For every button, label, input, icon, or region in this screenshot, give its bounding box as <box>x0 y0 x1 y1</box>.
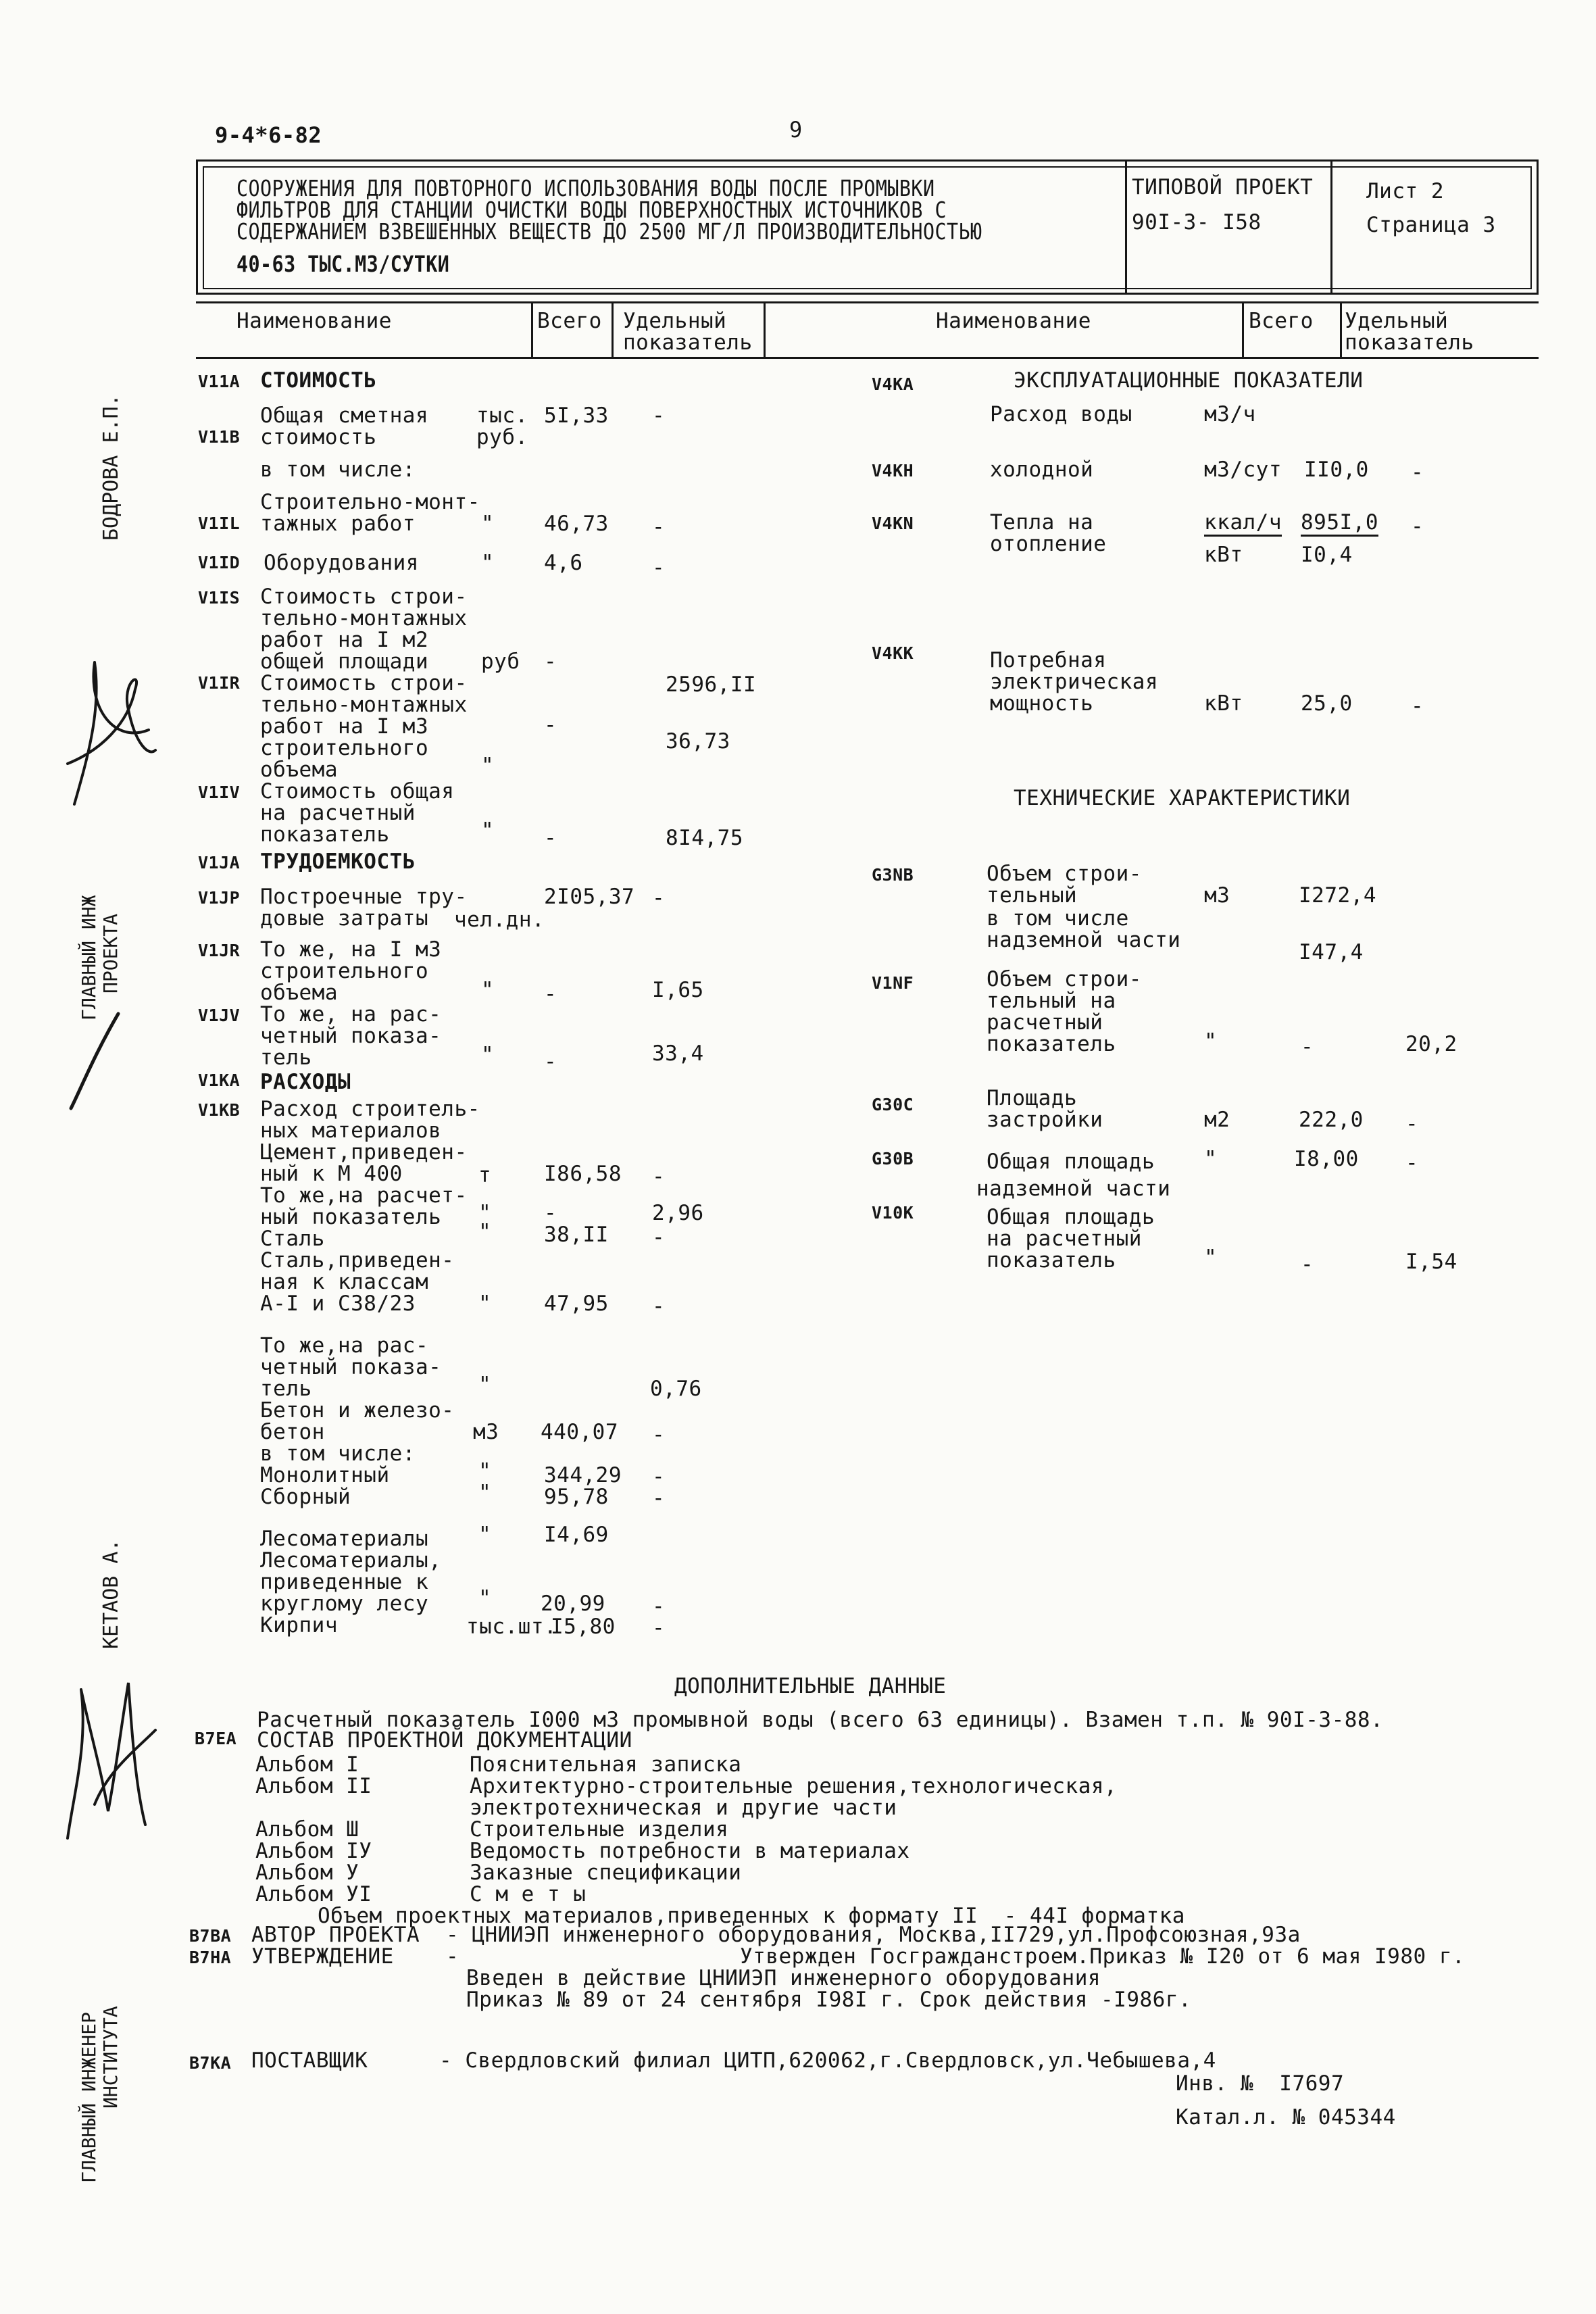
v4kk-spec: - <box>1411 694 1424 718</box>
brick-total: I5,80 <box>551 1615 616 1639</box>
g30b-name-1: Общая площадь <box>987 1150 1155 1174</box>
code-v1ja: V1JA <box>198 853 241 872</box>
g3nb-unit: м3 <box>1204 883 1230 908</box>
steel-red-spec: - <box>652 1294 666 1319</box>
steel-calc-unit: " <box>478 1373 492 1397</box>
concrete-unit: м3 <box>473 1420 499 1444</box>
section-operational: ЭКСПЛУАТАЦИОННЫЕ ПОКАЗАТЕЛИ <box>1014 368 1364 393</box>
concrete-spec: - <box>652 1423 666 1447</box>
album-desc-6: С м е т ы <box>470 1882 587 1906</box>
code-b7ea: B7EA <box>195 1729 237 1748</box>
precast-name: Сборный <box>260 1485 351 1509</box>
timber-red-name-3: круглому лесу <box>260 1592 429 1616</box>
margin-title-2b: ПРОЕКТА <box>99 913 122 993</box>
timber-red-name-2: приведенные к <box>260 1570 429 1594</box>
v4kh-spec: - <box>1411 460 1424 485</box>
code-b7ka: B7KA <box>189 2053 232 2073</box>
v10k-spec: I,54 <box>1405 1250 1457 1274</box>
steel-calc-name-1: То же,на рас- <box>260 1333 429 1358</box>
g3nb-total-a: I272,4 <box>1299 883 1376 908</box>
v1jr-total: - <box>544 982 557 1006</box>
album-name-5: Альбом У <box>255 1861 359 1885</box>
v1il-total: 46,73 <box>544 512 609 536</box>
v1jv-total: - <box>544 1050 557 1074</box>
g30c-name-2: застройки <box>987 1108 1103 1132</box>
v1is-total: - <box>544 649 557 674</box>
table-header-bottom-rule <box>196 357 1539 359</box>
margin-title-2a: ГЛАВНЫЙ ИНЖ <box>78 895 100 1020</box>
header-spec-right-2: показатель <box>1345 330 1474 355</box>
v1ir-total: - <box>544 713 557 737</box>
v10k-unit: " <box>1204 1246 1218 1270</box>
timber-total: I4,69 <box>544 1523 609 1547</box>
v1ir-name-1: Стоимость строи- <box>260 671 468 695</box>
v1jp-total: 2I05,37 <box>544 885 635 909</box>
cement-name-1: Цемент,приведен- <box>260 1140 468 1164</box>
v1ir-name-5: объема <box>260 758 338 782</box>
steel-red-total: 47,95 <box>544 1291 609 1316</box>
v1jr-name-3: объема <box>260 981 338 1005</box>
signature-3 <box>54 1669 162 1845</box>
steel-red-name-3: А-I и С38/23 <box>260 1291 416 1316</box>
v4kh-unit: м3/сут <box>1204 458 1282 482</box>
title-line-2: ФИЛЬТРОВ ДЛЯ СТАНЦИИ ОЧИСТКИ ВОДЫ ПОВЕРХНОСТНЫХ ИСТОЧНИКОВ С <box>236 197 947 223</box>
v1jv-name-3: тель <box>260 1045 312 1070</box>
album-name-2: Альбом II <box>255 1774 372 1798</box>
v1il-spec: - <box>652 515 666 539</box>
approval-line-1: Утвержден Госгражданстроем.Приказ № I20 от 6 мая I980 г. <box>740 1944 1466 1969</box>
g3nb-name-2: тельный <box>987 883 1078 908</box>
signature-1 <box>47 649 162 811</box>
monolith-unit: " <box>478 1459 492 1483</box>
v11b-name-1: Общая сметная <box>260 403 429 428</box>
header-name-right: Наименование <box>936 309 1091 333</box>
timber-name: Лесоматериалы <box>260 1527 429 1551</box>
table-header-top-rule <box>196 301 1539 303</box>
v4kk-unit: кВт <box>1204 691 1243 716</box>
v1id-name: Оборудования <box>264 551 419 575</box>
title-divider-1 <box>1125 159 1127 295</box>
header-total-right: Всего <box>1249 309 1314 333</box>
g3nb-name-4: надземной части <box>987 928 1181 952</box>
code-g3nb: G3NB <box>872 865 914 885</box>
v1ir-spec-b: 36,73 <box>666 729 730 754</box>
v1nf-spec: 20,2 <box>1405 1032 1457 1056</box>
code-v1jv: V1JV <box>198 1006 241 1025</box>
v1iv-name-1: Стоимость общая <box>260 779 455 804</box>
steel-spec: - <box>652 1225 666 1250</box>
timber-red-total: 20,99 <box>541 1592 605 1616</box>
v1ir-name-3: работ на I м3 <box>260 714 429 739</box>
v1kb-name-1: Расход строитель- <box>260 1097 480 1121</box>
v1iv-spec: 8I4,75 <box>666 826 743 850</box>
code-v10k: V10K <box>872 1203 914 1223</box>
g3nb-name-1: Объем строи- <box>987 862 1142 886</box>
author-text: - ЦНИИЭП инженерного оборудования, Москва,II729,ул.Профсоюзная,93а <box>446 1923 1301 1947</box>
v1id-total: 4,6 <box>544 551 583 575</box>
album-desc-4: Ведомость потребности в материалах <box>470 1839 910 1863</box>
cement-calc-name-1: То же,на расчет- <box>260 1183 468 1208</box>
v1il-unit: " <box>481 512 495 536</box>
v1jp-name-1: Построечные тру- <box>260 885 468 909</box>
v4kn-name-1: Тепла на <box>990 510 1094 535</box>
supplier-text: - Свердловский филиал ЦИТП,620062,г.Свердловск,ул.Чебышева,4 <box>439 2048 1216 2073</box>
cement-unit: т <box>478 1163 492 1187</box>
precast-total: 95,78 <box>544 1485 609 1509</box>
v10k-name-1: Общая площадь <box>987 1205 1155 1229</box>
v1is-unit: руб <box>481 649 520 674</box>
section-labor: ТРУДОЕМКОСТЬ <box>260 850 416 874</box>
steel-total: 38,II <box>544 1223 609 1247</box>
v1iv-total: - <box>544 826 557 850</box>
cement-calc-spec: 2,96 <box>652 1201 704 1225</box>
concrete-name-1: Бетон и железо- <box>260 1398 455 1423</box>
cement-calc-unit: " <box>478 1201 492 1225</box>
v1is-name-4: общей площади <box>260 649 429 674</box>
v4kh-name: холодной <box>990 458 1094 482</box>
calc-indicator: Расчетный показатель I000 м3 промывной воды (всего 63 единицы). Взамен т.п. № 90I-3-88. <box>257 1708 1384 1732</box>
header-divider-5 <box>1340 301 1342 359</box>
margin-name-1: БОДРОВА Е.П. <box>99 394 123 541</box>
header-divider-3 <box>764 301 766 359</box>
code-g30b: G30B <box>872 1149 914 1168</box>
v1jv-name-2: четный показа- <box>260 1024 442 1048</box>
cement-calc-total: - <box>544 1201 557 1225</box>
v1il-name-2: тажных работ <box>260 512 416 536</box>
steel-red-name-1: Сталь,приведен- <box>260 1248 455 1273</box>
sheet-number: Лист 2 <box>1366 179 1444 203</box>
cement-spec: - <box>652 1164 666 1189</box>
concrete-total: 440,07 <box>541 1420 618 1444</box>
project-label: ТИПОВОЙ ПРОЕКТ <box>1132 175 1314 199</box>
v4kk-total: 25,0 <box>1301 691 1353 716</box>
volume-note: Объем проектных материалов,приведенных к формату II - 44I форматка <box>318 1904 1185 1928</box>
inventory-number: Инв. № I7697 <box>1176 2071 1345 2096</box>
code-v1nf: V1NF <box>872 973 914 993</box>
timber-red-unit: " <box>478 1586 492 1610</box>
v1nf-name-1: Объем строи- <box>987 967 1142 991</box>
v1jv-spec: 33,4 <box>652 1041 704 1066</box>
v11b-unit-2: руб. <box>476 425 528 449</box>
header-total-left: Всего <box>537 309 602 333</box>
cement-total: I86,58 <box>544 1162 622 1186</box>
album-desc-2: Архитектурно-строительные решения,технологическая, <box>470 1774 1118 1798</box>
album-desc-5: Заказные спецификации <box>470 1861 742 1885</box>
doc-code: 9-4*6-82 <box>215 122 322 148</box>
title-line-1: СООРУЖЕНИЯ ДЛЯ ПОВТОРНОГО ИСПОЛЬЗОВАНИЯ ВОДЫ ПОСЛЕ ПРОМЫВКИ <box>236 175 935 201</box>
additional-data-heading: ДОПОЛНИТЕЛЬНЫЕ ДАННЫЕ <box>674 1674 947 1698</box>
brick-name: Кирпич <box>260 1613 338 1638</box>
header-divider-1 <box>531 301 533 359</box>
monolith-spec: - <box>652 1464 666 1489</box>
code-v4kn: V4KN <box>872 514 914 533</box>
brick-spec: - <box>652 1616 666 1640</box>
v4kk-name-2: электрическая <box>990 670 1159 694</box>
v4kn-unit-b: кВт <box>1204 543 1243 567</box>
section-technical: ТЕХНИЧЕСКИЕ ХАРАКТЕРИСТИКИ <box>1014 786 1351 810</box>
header-name-left: Наименование <box>236 309 392 333</box>
water-name: Расход воды <box>990 402 1132 426</box>
precast-unit: " <box>478 1481 492 1505</box>
code-v1id: V1ID <box>198 553 241 572</box>
v1ir-name-2: тельно-монтажных <box>260 693 468 717</box>
doc-composition-title: СОСТАВ ПРОЕКТНОЙ ДОКУМЕНТАЦИИ <box>257 1728 632 1752</box>
v1jr-name-1: То же, на I м3 <box>260 937 442 962</box>
v1iv-unit: " <box>481 818 495 843</box>
v1nf-total: - <box>1301 1035 1314 1059</box>
v1id-spec: - <box>652 556 666 580</box>
v1nf-name-3: расчетный <box>987 1010 1103 1035</box>
v4kh-total: II0,0 <box>1304 458 1369 482</box>
steel-calc-spec: 0,76 <box>650 1377 702 1401</box>
code-v1is: V1IS <box>198 588 241 608</box>
v1ir-unit: " <box>481 754 495 778</box>
code-g30c: G30C <box>872 1095 914 1114</box>
margin-name-3: КЕТАОВ А. <box>99 1539 123 1649</box>
v11b-name-2: стоимость <box>260 425 377 449</box>
code-v1ir: V1IR <box>198 673 241 693</box>
code-v1il: V1IL <box>198 514 241 533</box>
v1jr-name-2: строительного <box>260 959 429 983</box>
timber-unit: " <box>478 1523 492 1547</box>
v10k-name-2: на расчетный <box>987 1227 1142 1251</box>
v1ir-name-4: строительного <box>260 736 429 760</box>
v1il-name-1: Строительно-монт- <box>260 490 480 514</box>
supplier-title: ПОСТАВЩИК <box>251 2048 368 2073</box>
header-spec-left-2: показатель <box>623 330 753 355</box>
catalog-sheet: Катал.л. № 045344 <box>1176 2105 1396 2130</box>
steel-red-name-2: ная к классам <box>260 1270 429 1294</box>
cement-calc-name-2: ный показатель <box>260 1205 442 1229</box>
album-name-1: Альбом I <box>255 1752 359 1777</box>
code-b7ba: B7BA <box>189 1926 232 1946</box>
title-divider-2 <box>1330 159 1332 295</box>
v1jv-unit: " <box>481 1043 495 1067</box>
v1is-name-3: работ на I м2 <box>260 628 429 652</box>
g30b-spec: - <box>1405 1151 1419 1175</box>
v1id-unit: " <box>481 551 495 575</box>
code-v1kb: V1KB <box>198 1100 241 1120</box>
v1ir-spec-a: 2596,II <box>666 672 757 697</box>
v4kn-name-2: отопление <box>990 532 1107 556</box>
album-name-6: Альбом УI <box>255 1882 372 1906</box>
header-divider-2 <box>612 301 614 359</box>
v4kn-total-a: 895I,0 <box>1301 512 1378 537</box>
monolith-total: 344,29 <box>544 1463 622 1487</box>
margin-title-4a: ГЛАВНЫЙ ИНЖЕНЕР <box>78 2012 100 2183</box>
in-that-number: в том числе: <box>260 458 416 482</box>
concrete-name-2: бетон <box>260 1420 325 1444</box>
album-desc-1: Пояснительная записка <box>470 1752 742 1777</box>
v1jp-spec: - <box>652 886 666 910</box>
album-desc-2b: электротехническая и другие части <box>470 1796 897 1820</box>
v1iv-name-2: на расчетный <box>260 801 416 825</box>
v4kk-name-3: мощность <box>990 691 1094 716</box>
g30c-name-1: Площадь <box>987 1086 1078 1110</box>
code-b7ha: B7HA <box>189 1948 232 1967</box>
water-unit: м3/ч <box>1204 402 1256 426</box>
timber-red-name-1: Лесоматериалы, <box>260 1548 442 1573</box>
code-v11b: V11B <box>198 427 241 447</box>
steel-calc-name-2: четный показа- <box>260 1355 442 1379</box>
album-name-3: Альбом Ш <box>255 1817 359 1842</box>
header-spec-left-1: Удельный <box>623 309 727 333</box>
v1jv-name-1: То же, на рас- <box>260 1002 442 1027</box>
code-v1jp: V1JP <box>198 888 241 908</box>
v1iv-name-3: показатель <box>260 822 390 847</box>
code-v1iv: V1IV <box>198 783 241 802</box>
v1jp-unit: чел.дн. <box>454 908 545 932</box>
v1jp-name-2: довые затраты <box>260 906 429 931</box>
g3nb-name-3: в том числе <box>987 906 1129 931</box>
steel-unit: " <box>478 1220 492 1244</box>
g30c-spec: - <box>1405 1112 1419 1136</box>
v1jr-spec: I,65 <box>652 978 704 1002</box>
project-number: 90I-3- I58 <box>1132 210 1262 235</box>
album-name-4: Альбом IУ <box>255 1839 372 1863</box>
precast-spec: - <box>652 1486 666 1510</box>
code-v4ka: V4KA <box>872 374 914 394</box>
in-that-number-2: в том числе: <box>260 1442 416 1466</box>
page-number: 9 <box>789 117 803 143</box>
margin-title-4b: ИНСТИТУТА <box>99 2006 122 2109</box>
code-v4kk: V4KK <box>872 643 914 663</box>
steel-red-unit: " <box>478 1291 492 1316</box>
approval-title: УТВЕРЖДЕНИЕ <box>251 1944 394 1969</box>
v4kk-name-1: Потребная <box>990 648 1107 672</box>
section-expenses: РАСХОДЫ <box>260 1070 351 1094</box>
album-desc-3: Строительные изделия <box>470 1817 729 1842</box>
title-line-4: 40-63 ТЫС.М3/СУТКИ <box>236 251 450 277</box>
timber-red-spec: - <box>652 1594 666 1619</box>
v4kn-total-b: I0,4 <box>1301 543 1353 567</box>
title-line-3: СОДЕРЖАНИЕМ ВЗВЕШЕННЫХ ВЕЩЕСТВ ДО 2500 МГ/Л ПРОИЗВОДИТЕЛЬНОСТЬЮ <box>236 218 982 245</box>
approval-line-2: Введен в действие ЦНИИЭП инженерного оборудования <box>466 1966 1101 1990</box>
v10k-name-3: показатель <box>987 1248 1116 1273</box>
author-title: АВТОР ПРОЕКТА <box>251 1923 420 1947</box>
v1nf-name-2: тельный на <box>987 989 1116 1013</box>
monolith-name: Монолитный <box>260 1463 390 1487</box>
signature-2 <box>64 1007 125 1115</box>
brick-unit: тыс.шт. <box>466 1615 557 1639</box>
header-divider-4 <box>1242 301 1244 359</box>
header-spec-right-1: Удельный <box>1345 309 1449 333</box>
g30b-name-2: надземной части <box>976 1177 1171 1201</box>
v1nf-unit: " <box>1204 1029 1218 1054</box>
page-label: Страница 3 <box>1366 213 1496 237</box>
v1kb-name-2: ных материалов <box>260 1118 442 1143</box>
code-v11a: V11A <box>198 372 241 391</box>
g30c-unit: м2 <box>1204 1108 1230 1132</box>
steel-calc-name-3: тель <box>260 1377 312 1401</box>
approval-dash: - <box>446 1944 459 1969</box>
code-v4kh: V4KH <box>872 461 914 481</box>
g30b-unit: " <box>1204 1147 1218 1171</box>
v4kn-spec: - <box>1411 514 1424 539</box>
steel-name: Сталь <box>260 1227 325 1251</box>
code-v1jr: V1JR <box>198 941 241 960</box>
cement-name-2: ный к М 400 <box>260 1162 403 1186</box>
v1is-name-1: Стоимость строи- <box>260 585 468 609</box>
code-v1ka: V1KA <box>198 1070 241 1090</box>
v11b-unit-1: тыс. <box>476 403 528 428</box>
g3nb-total-b: I47,4 <box>1299 940 1364 964</box>
section-cost: СТОИМОСТЬ <box>260 368 377 393</box>
v1jr-unit: " <box>481 978 495 1002</box>
v1nf-name-4: показатель <box>987 1032 1116 1056</box>
approval-line-3: Приказ № 89 от 24 сентября I98I г. Срок действия -I986г. <box>466 1988 1192 2012</box>
g30b-total: I8,00 <box>1294 1147 1359 1171</box>
v11b-total: 5I,33 <box>544 403 609 428</box>
v1is-name-2: тельно-монтажных <box>260 606 468 631</box>
v4kn-unit-a: ккал/ч <box>1204 512 1282 537</box>
g30c-total: 222,0 <box>1299 1108 1364 1132</box>
v11b-spec: - <box>652 403 666 428</box>
v10k-total: - <box>1301 1252 1314 1277</box>
